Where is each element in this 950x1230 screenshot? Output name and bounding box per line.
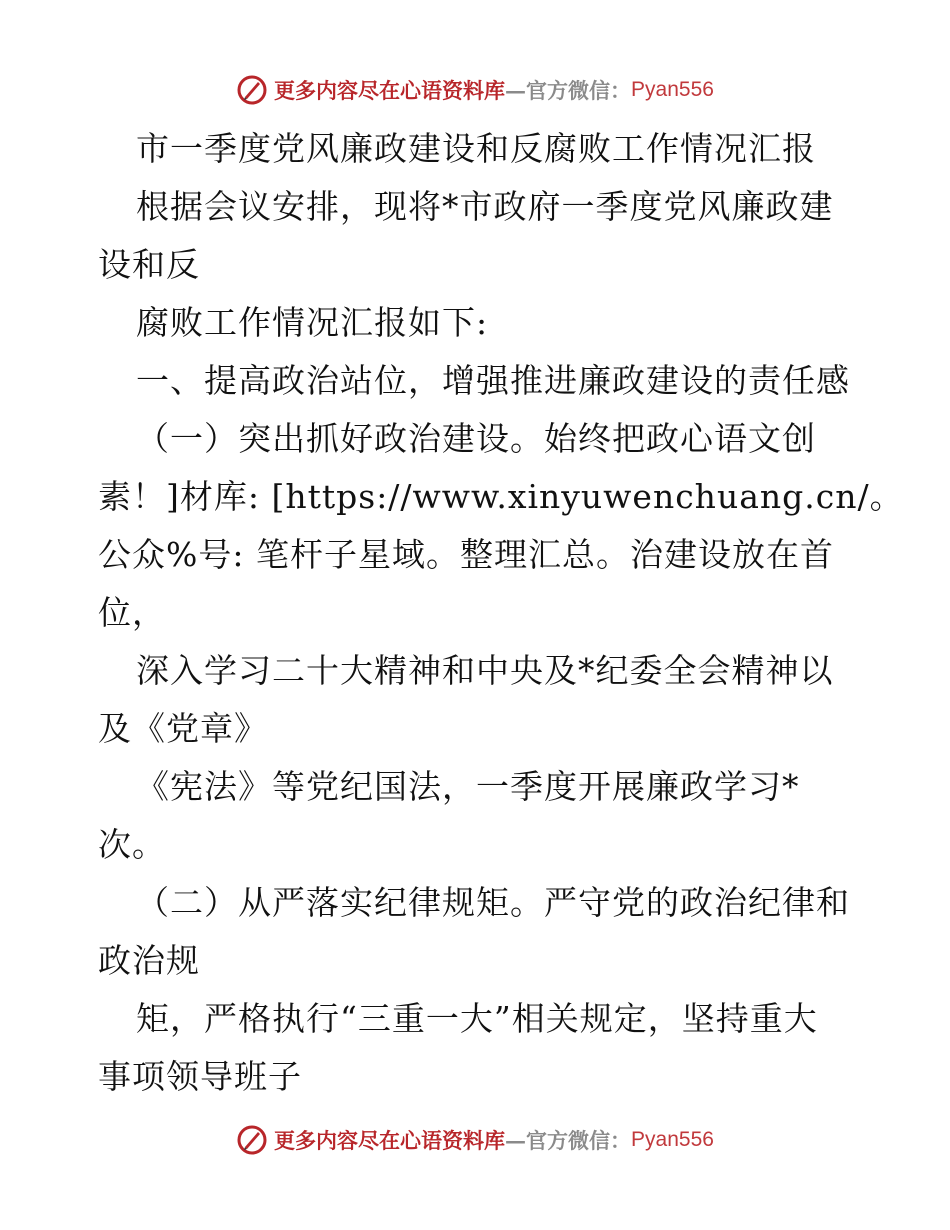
footer-watermark bbox=[0, 1122, 950, 1158]
wechat-label: 官方微信： bbox=[526, 78, 632, 103]
text-line: 次。 bbox=[98, 825, 166, 864]
quill-logo-icon bbox=[236, 1124, 268, 1156]
text-line: 深入学习二十大精神和中央及*纪委全会精神以 bbox=[136, 651, 834, 690]
document-body bbox=[98, 120, 904, 1106]
text-line: 公众%号: 笔杆子星域。整理汇总。治建设放在首 bbox=[98, 535, 834, 574]
text-line: （一）突出抓好政治建设。始终把政心语文创 bbox=[136, 419, 816, 458]
text-line: 素！]材库: [https://www.xinyuwenchuang.cn/。 bbox=[98, 477, 904, 516]
text-line: 矩，严格执行“三重一大”相关规定，坚持重大 bbox=[136, 999, 818, 1038]
brand-separator: — bbox=[505, 1127, 527, 1153]
text-line: 位， bbox=[98, 593, 166, 632]
text-line: 政治规 bbox=[98, 941, 200, 980]
wechat-id: Pyan556 bbox=[631, 78, 714, 101]
text-line: 《宪法》等党纪国法，一季度开展廉政学习* bbox=[136, 767, 800, 806]
wechat-label: 官方微信： bbox=[526, 1128, 632, 1153]
text-line: 事项领导班子 bbox=[98, 1057, 302, 1096]
wechat-id: Pyan556 bbox=[631, 1128, 714, 1151]
brand-text: 更多内容尽在心语资料库 bbox=[274, 1128, 506, 1153]
brand-separator: — bbox=[505, 77, 527, 103]
text-line: 根据会议安排，现将*市政府一季度党风廉政建 bbox=[136, 187, 834, 226]
text-line: 设和反 bbox=[98, 245, 200, 284]
text-line: 腐败工作情况汇报如下: bbox=[136, 303, 489, 342]
text-line: （二）从严落实纪律规矩。严守党的政治纪律和 bbox=[136, 883, 850, 922]
header-watermark bbox=[0, 72, 950, 108]
brand-text: 更多内容尽在心语资料库 bbox=[274, 78, 506, 103]
text-line: 一、提高政治站位，增强推进廉政建设的责任感 bbox=[136, 361, 850, 400]
text-line: 市一季度党风廉政建设和反腐败工作情况汇报 bbox=[136, 129, 816, 168]
text-line: 及《党章》 bbox=[98, 709, 268, 748]
quill-logo-icon bbox=[236, 74, 268, 106]
